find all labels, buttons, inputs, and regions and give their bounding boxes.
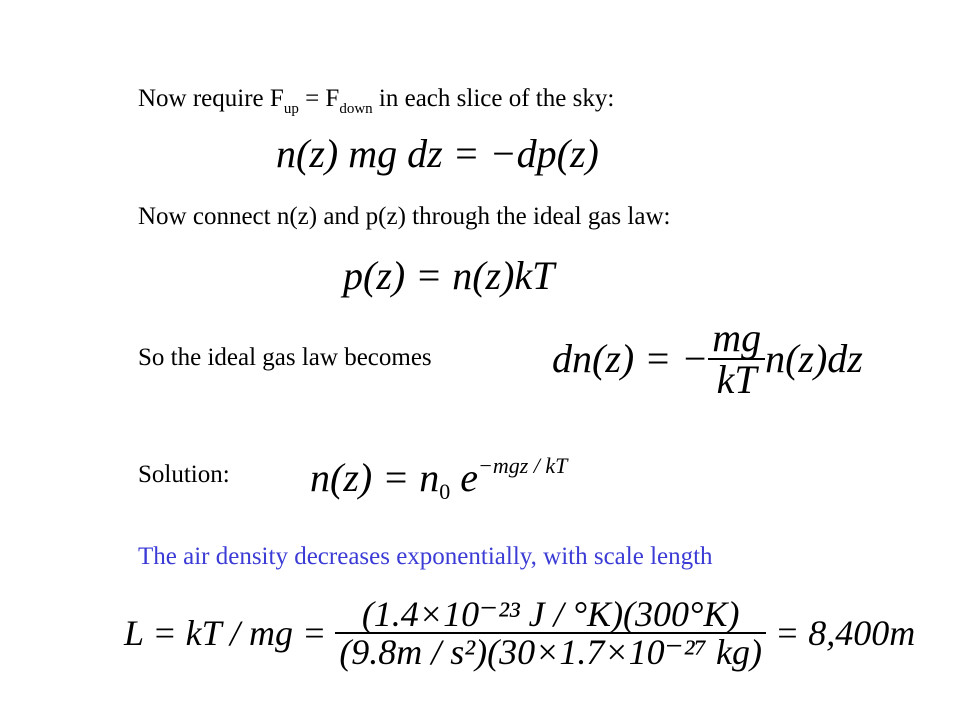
force-balance-suffix: in each slice of the sky: bbox=[372, 85, 615, 112]
text-line-solution: Solution: bbox=[138, 461, 230, 488]
equation-differential bbox=[552, 315, 863, 402]
solution-lhs: n(z) = n bbox=[310, 455, 440, 500]
fraction-numerator: mg bbox=[712, 315, 762, 360]
scale-length-lhs: L = kT / mg = bbox=[124, 613, 327, 653]
text-line-becomes: So the ideal gas law becomes bbox=[138, 344, 432, 371]
equation-scale-length bbox=[124, 596, 915, 670]
text-line-ideal-gas: Now connect n(z) and p(z) through the ideal gas law: bbox=[138, 203, 671, 230]
scale-length-numerator: (1.4×10⁻²³ J / °K)(300°K) bbox=[361, 594, 740, 634]
equation-force-balance: n(z) mg dz = −dp(z) bbox=[276, 131, 599, 176]
differential-rhs: n(z)dz bbox=[765, 336, 863, 381]
subscript-up: up bbox=[283, 101, 299, 117]
force-balance-middle: = F bbox=[298, 85, 340, 112]
fraction-mg-over-kt bbox=[708, 315, 765, 402]
subscript-zero: 0 bbox=[439, 479, 451, 504]
force-balance-prefix: Now require F bbox=[138, 85, 284, 112]
equation-solution bbox=[310, 453, 568, 504]
scale-length-denominator: (9.8m / s²)(30×1.7×10⁻²⁷ kg) bbox=[335, 632, 766, 670]
differential-lhs: dn(z) = − bbox=[552, 336, 709, 381]
solution-exponent: −mgz / kT bbox=[477, 453, 568, 478]
solution-base: e bbox=[450, 455, 478, 500]
subscript-down: down bbox=[339, 101, 373, 117]
fraction-scale-length bbox=[335, 596, 766, 670]
equation-ideal-gas: p(z) = n(z)kT bbox=[343, 253, 555, 298]
scale-length-result: = 8,400m bbox=[774, 613, 916, 653]
fraction-denominator: kT bbox=[708, 358, 765, 400]
text-line-force-balance bbox=[138, 85, 615, 117]
text-line-scale-length: The air density decreases exponentially, with scale length bbox=[138, 543, 713, 570]
